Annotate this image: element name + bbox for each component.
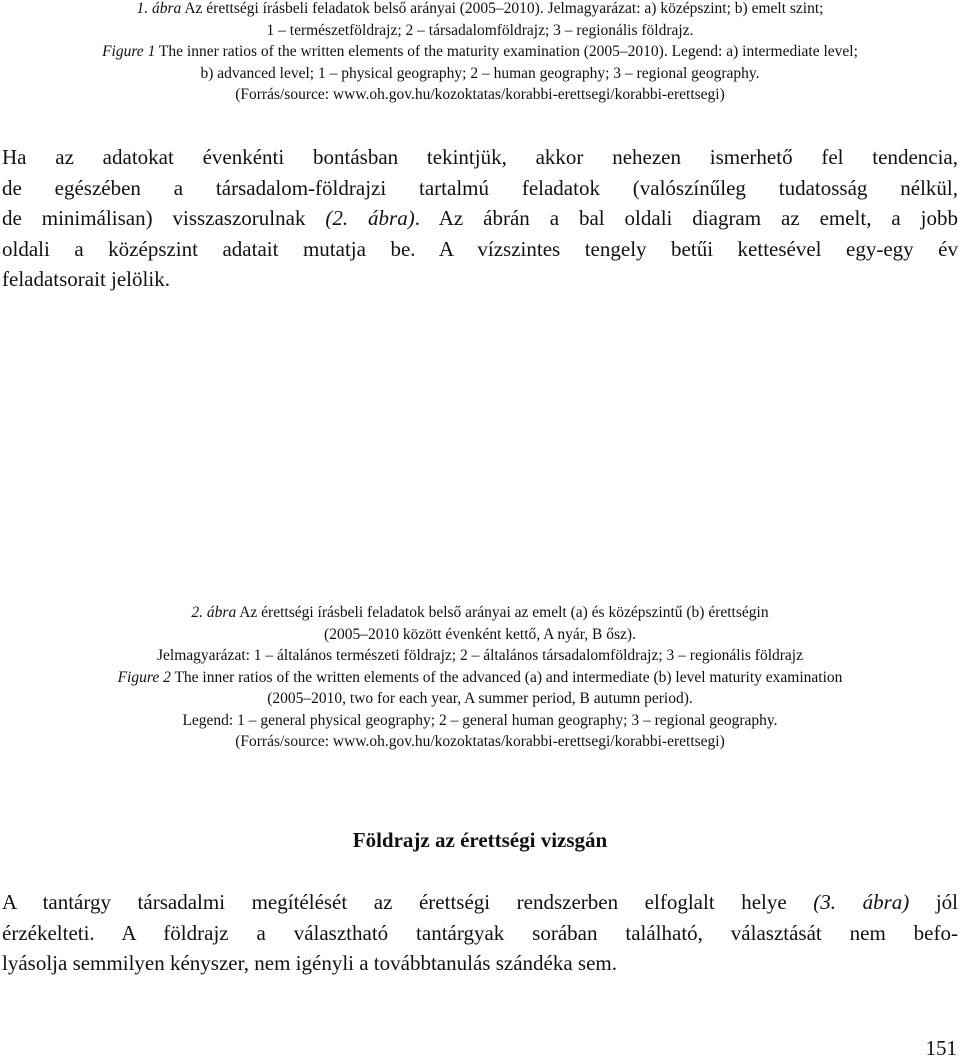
figure-1-caption-en-line-2: b) advanced level; 1 – physical geography; 2 – human geography; 3 – regional geography. (200, 64, 760, 82)
figure-1-caption-hu-line-2: 1 – természetföldrajz; 2 – társadalomföldrajz; 3 – regionális földrajz. (266, 21, 694, 39)
figure-1-label-hu: 1. ábra (136, 0, 182, 17)
page-number: 151 (925, 1036, 957, 1060)
figure-2-source: (Forrás/source: www.oh.gov.hu/kozoktatas/korabbi-erettsegi/korabbi-erettsegi) (235, 733, 725, 750)
figure-3-reference: (3. ábra) (813, 890, 910, 914)
paragraph-2-line-1: A tantárgy társadalmi megítélését az érettségi rendszerben elfoglalt helye (3. ábra) jól (2, 890, 958, 914)
figure-1-label-en: Figure 1 (102, 43, 156, 60)
paragraph-1-line-3: de minimálisan) visszaszorulnak (2. ábra). Az ábrán a bal oldali diagram az emelt, a jobb (2, 206, 958, 230)
paragraph-1-line-4: oldali a középszint adatait mutatja be. A vízszintes tengely betűi kettesével egy-egy év (2, 236, 958, 261)
section-heading: Földrajz az érettségi vizsgán (352, 828, 608, 852)
figure-2-caption-hu-line-1: 2. ábra Az érettségi írásbeli feladatok belső arányai az emelt (a) és középszintű (b) érettségin (191, 604, 769, 621)
paragraph-1-line-1: Ha az adatokat évenkénti bontásban tekintjük, akkor nehezen ismerhető fel tendencia, (2, 145, 958, 169)
paragraph-2-line-3: lyásolja semmilyen kényszer, nem igényli a továbbtanulás szándéka sem. (2, 951, 617, 975)
figure-2-caption-en-line-3: Legend: 1 – general physical geography; 2 – general human geography; 3 – regional geography. (182, 711, 778, 729)
body-paragraph-1 (2, 142, 958, 295)
figure-1-source: (Forrás/source: www.oh.gov.hu/kozoktatas/korabbi-erettsegi/korabbi-erettsegi) (235, 86, 725, 103)
figure-2-caption-en-line-1: Figure 2 The inner ratios of the written elements of the advanced (a) and intermediate (b) level maturity examination (117, 668, 843, 686)
figure-2-reference: (2. ábra) (325, 206, 415, 230)
figure-2-label-en: Figure 2 (117, 668, 171, 686)
figure-2-caption-hu-line-3: Jelmagyarázat: 1 – általános természeti földrajz; 2 – általános társadalomföldrajz; 3 – regionális földrajz (156, 647, 803, 664)
figure-2-caption-hu-line-2: (2005–2010 között évenként kettő, A nyár, B ősz). (324, 625, 636, 643)
paragraph-1-line-2: de egészében a társadalom-földrajzi tartalmú feladatok (valószínűleg tudatosság nélkül, (2, 175, 958, 200)
paragraph-1-line-5: feladatsorait jelölik. (2, 267, 170, 291)
figure-2-caption (0, 602, 960, 753)
figure-1-caption (0, 0, 960, 106)
figure-2-caption-en-line-2: (2005–2010, two for each year, A summer period, B autumn period). (267, 690, 693, 707)
paragraph-2-line-2: érzékelteti. A földrajz a választható tantárgyak sorában található, választását nem befo- (2, 920, 958, 945)
body-paragraph-2 (2, 887, 958, 979)
figure-1-caption-hu-line-1: 1. ábra Az érettségi írásbeli feladatok belső arányai (2005–2010). Jelmagyarázat: a) középszint; b) emelt szint; (136, 0, 824, 17)
figure-1-caption-en-line-1: Figure 1 The inner ratios of the written elements of the maturity examination (2005–2010). Legend: a) intermediate level; (102, 43, 858, 60)
figure-2-label-hu: 2. ábra (191, 604, 237, 621)
